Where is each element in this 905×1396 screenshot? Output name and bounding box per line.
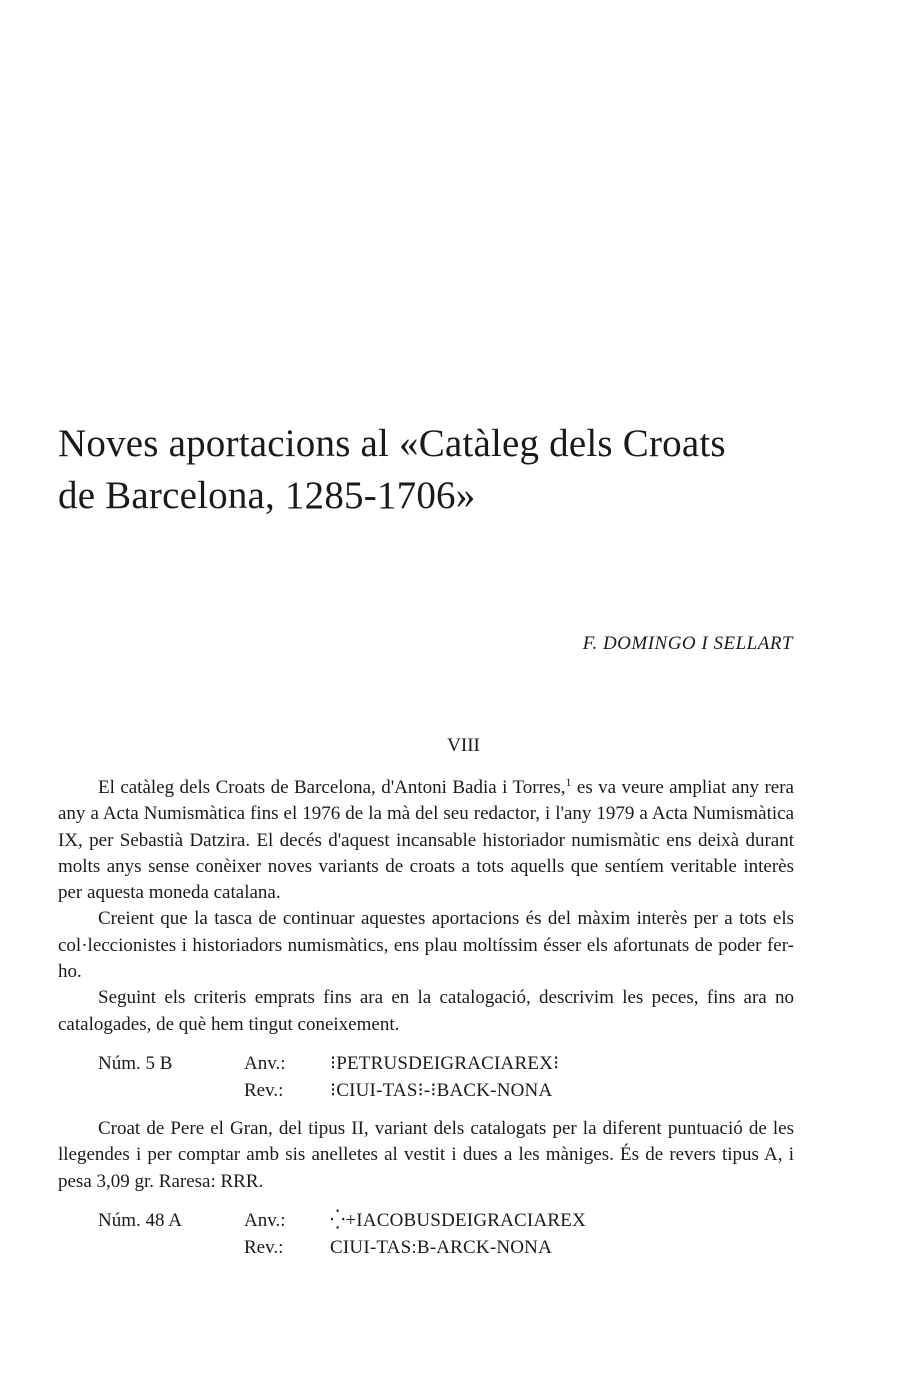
obverse-label: Anv.: [244,1209,286,1231]
reverse-label: Rev.: [244,1079,284,1101]
article-body [58,775,794,1273]
paragraph-1-start: El catàleg dels Croats de Barcelona, d'Antoni Badia i Torres, [98,777,566,798]
reverse-legend: CIUI-TAS:B-ARCK-NONA [330,1236,553,1258]
article-title-line-1: Noves aportacions al «Catàleg dels Croats [58,422,726,465]
footnote-ref-1[interactable]: 1 [565,775,572,789]
article-title-line-2: de Barcelona, 1285-1706» [58,474,476,517]
paragraph-4: Croat de Pere el Gran, del tipus II, variant dels catalogats per la diferent puntuació de les llegendes i per comptar amb sis anelletes al vestit i dues a les màniges. És de revers tipus A, i pesa 3,09 gr. Raresa: RRR. [58,1117,794,1192]
paragraph-1-rest: es va veure ampliat any rera any a Acta Numismàtica fins el 1976 de la mà del seu redactor, i l'any 1979 a Acta Numismàtica IX, per Sebastià Datzira. El decés d'aquest incansable historiador numismàtic ens deixà durant molts anys sense conèixer noves variants de croats a tots aquells que sentíem veritable interès per aquesta moneda catalana. [58,777,794,904]
obverse-label: Anv.: [244,1052,286,1074]
catalogue-entry [58,1050,794,1104]
paragraph-1 [58,775,794,906]
author-byline: F. DOMINGO I SELLART [582,633,793,654]
entry-number: Núm. 5 B [98,1052,173,1074]
obverse-legend: ⁛+IACOBUSDEIGRACIAREX [330,1209,586,1231]
reverse-legend: ⁝CIUI-TAS⁝-⁝BACK-NONA [330,1079,553,1101]
catalogue-entry [58,1207,794,1261]
reverse-label: Rev.: [244,1236,284,1258]
article-title [58,418,858,522]
obverse-legend: ⁝PETRUSDEIGRACIAREX⁝ [330,1052,560,1074]
entry-number: Núm. 48 A [98,1209,182,1231]
paragraph-3: Seguint els criteris emprats fins ara en la catalogació, descrivim les peces, fins ara no catalogades, de què hem tingut coneixement. [58,987,794,1035]
paragraph-2: Creient que la tasca de continuar aquestes aportacions és del màxim interès per a tots els col·leccionistes i historiadors numismàtics, ens plau moltíssim ésser els afortunats de poder fer-ho. [58,908,794,983]
section-heading: VIII [447,735,480,756]
